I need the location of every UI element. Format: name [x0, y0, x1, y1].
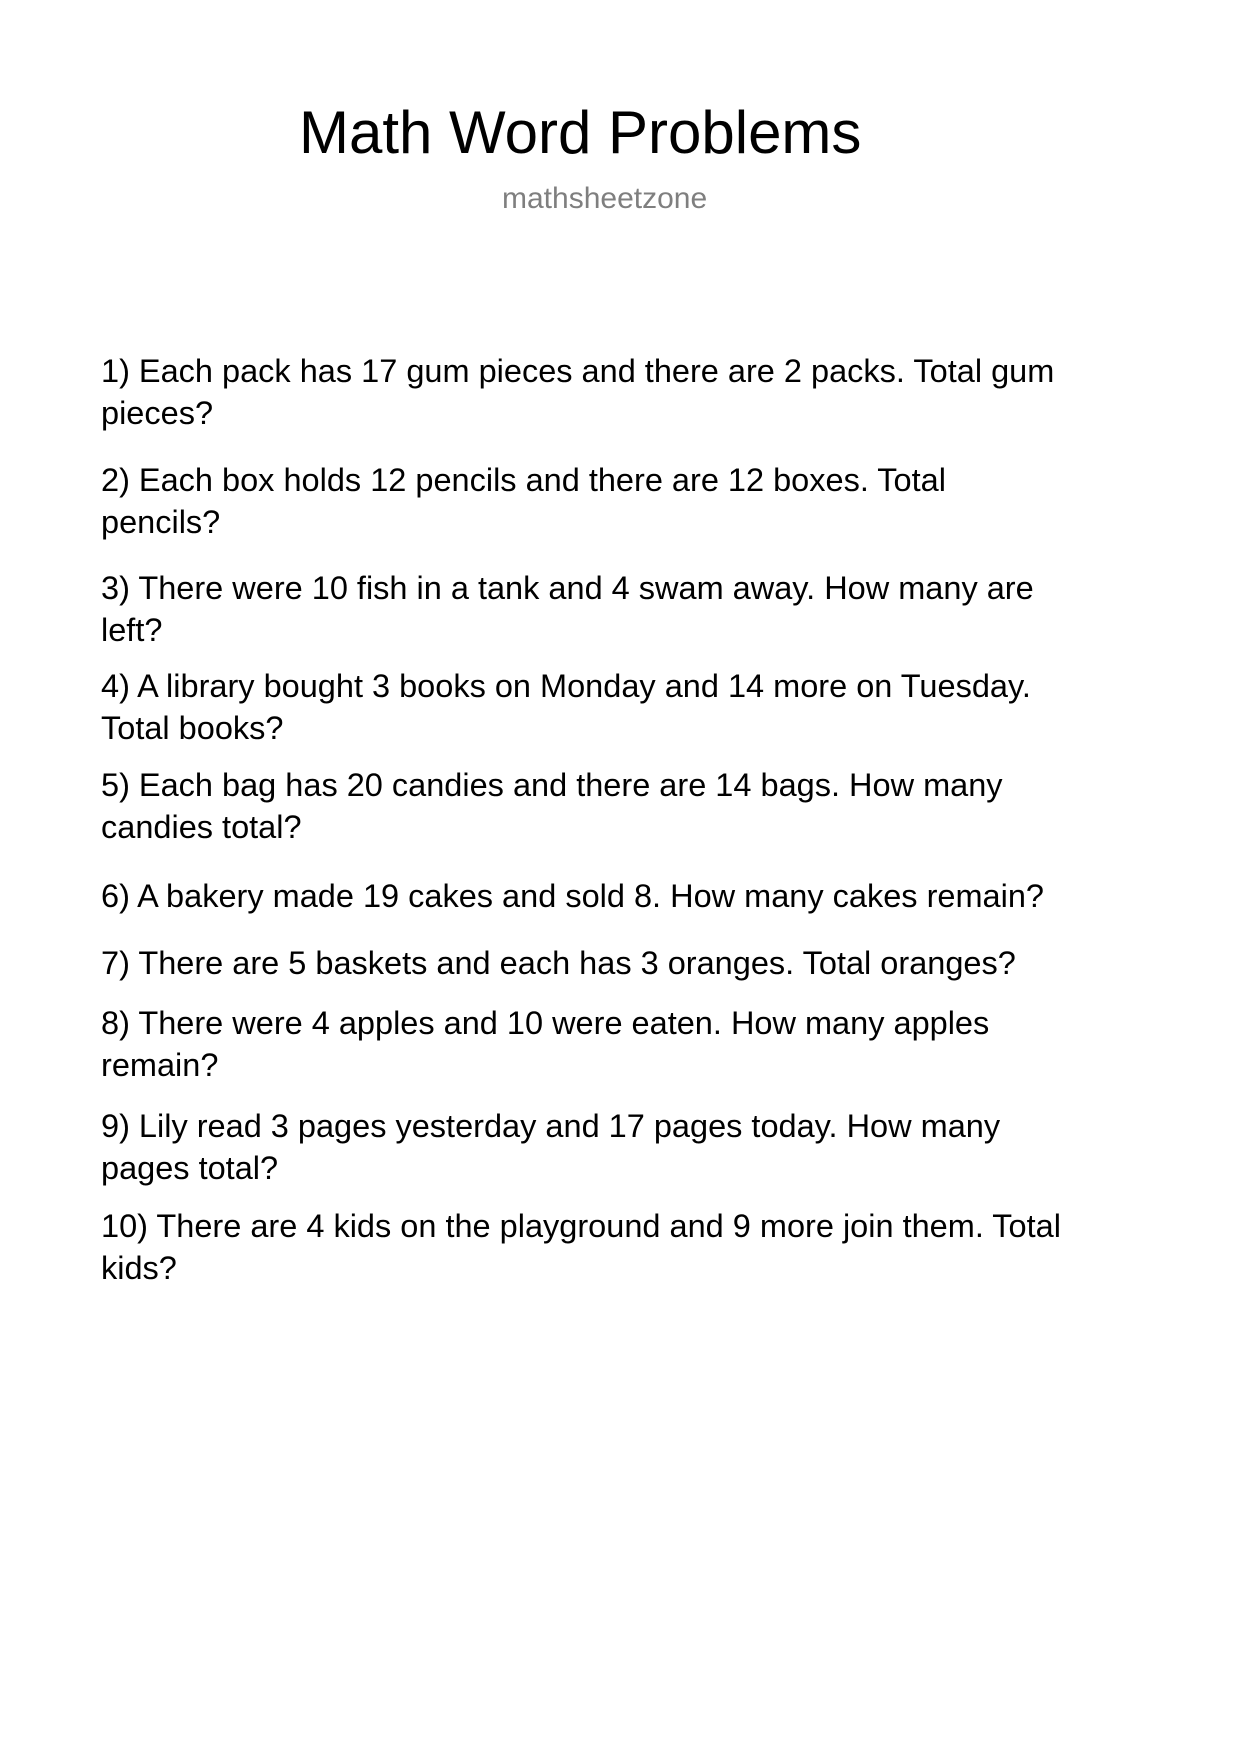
problem-item-1	[101, 350, 1054, 434]
problem-text: 5) Each bag has 20 candies and there are 14 bags. How many	[101, 767, 1003, 803]
problem-text: candies total?	[101, 809, 302, 845]
problem-item-3	[101, 567, 1034, 651]
problem-text: pencils?	[101, 504, 221, 540]
problem-text: 1) Each pack has 17 gum pieces and there are 2 packs. Total gum	[101, 353, 1055, 389]
problem-text: Total books?	[101, 710, 284, 746]
problem-item-6	[101, 875, 1044, 917]
problem-text: kids?	[101, 1250, 177, 1286]
problem-item-5	[101, 764, 1003, 848]
problem-text: remain?	[101, 1047, 219, 1083]
problem-text: 9) Lily read 3 pages yesterday and 17 pages today. How many	[101, 1108, 1001, 1144]
page-subtitle: mathsheetzone	[502, 182, 708, 215]
problem-text: 4) A library bought 3 books on Monday and 14 more on Tuesday.	[101, 668, 1031, 704]
problem-text: 10) There are 4 kids on the playground and 9 more join them. Total	[101, 1208, 1061, 1244]
problem-text: 3) There were 10 fish in a tank and 4 swam away. How many are	[101, 570, 1034, 606]
problem-item-8	[101, 1002, 989, 1086]
problem-item-9	[101, 1105, 1000, 1189]
problem-text: pages total?	[101, 1150, 279, 1186]
problem-text: pieces?	[101, 395, 214, 431]
problem-text: 2) Each box holds 12 pencils and there are 12 boxes. Total	[101, 462, 946, 498]
problem-item-10	[101, 1205, 1061, 1289]
problem-item-4	[101, 665, 1031, 749]
problem-text: left?	[101, 612, 163, 648]
problem-text: 6) A bakery made 19 cakes and sold 8. How many cakes remain?	[101, 878, 1044, 914]
problem-item-2	[101, 459, 946, 543]
problem-text: 8) There were 4 apples and 10 were eaten. How many apples	[101, 1005, 990, 1041]
problem-item-7	[101, 942, 1016, 984]
page-title: Math Word Problems	[299, 99, 862, 166]
problem-text: 7) There are 5 baskets and each has 3 oranges. Total oranges?	[101, 945, 1016, 981]
